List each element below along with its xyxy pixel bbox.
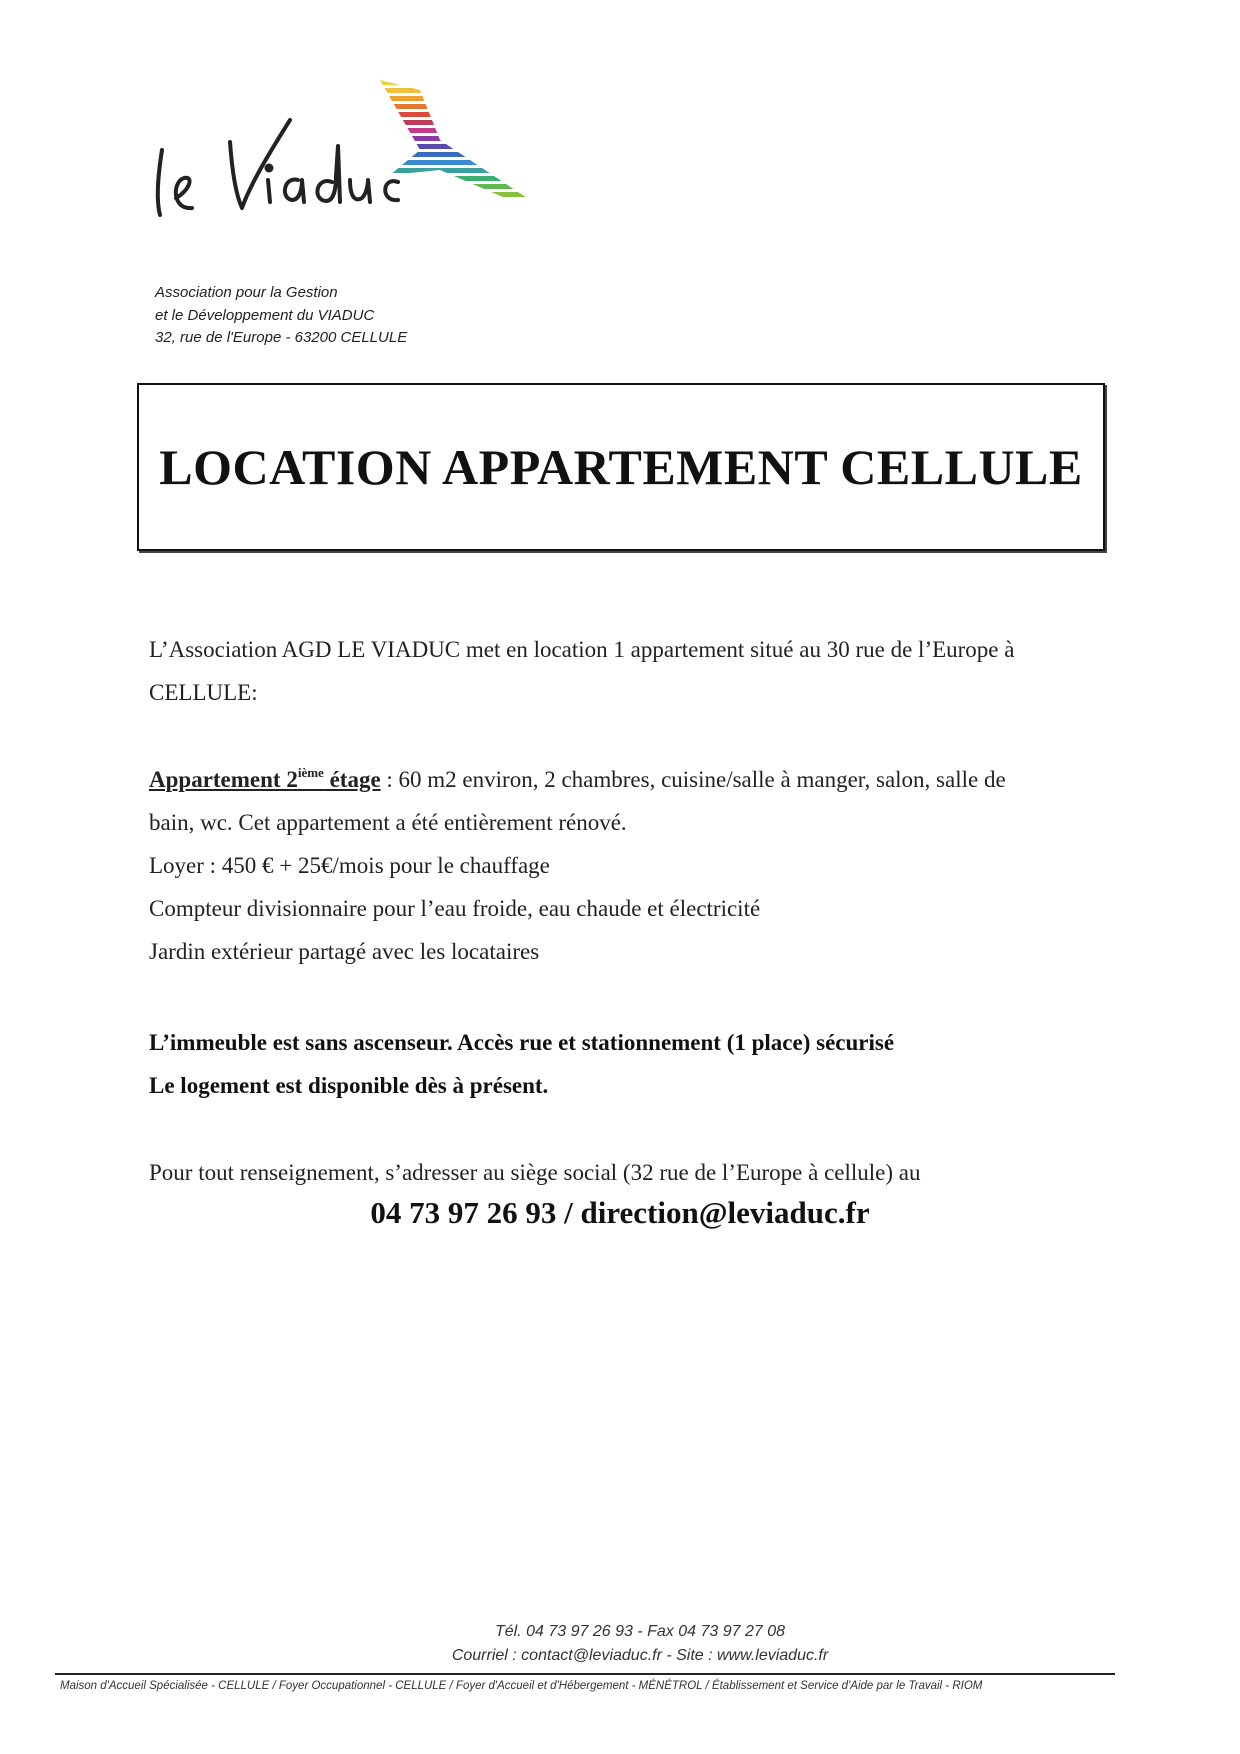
association-line-3: 32, rue de l'Europe - 63200 CELLULE bbox=[155, 329, 408, 346]
apartment-line-2: bain, wc. Cet appartement a été entièrement rénové. bbox=[149, 810, 627, 835]
contact-details: 04 73 97 26 93 / direction@leviaduc.fr bbox=[370, 1195, 870, 1230]
apartment-heading-main: Appartement 2 bbox=[149, 767, 298, 792]
association-line-2: et le Développement du VIADUC bbox=[155, 306, 375, 324]
garden-line: Jardin extérieur partagé avec les locataires bbox=[149, 939, 540, 964]
contact-intro-line: Pour tout renseignement, s’adresser au siège social (32 rue de l’Europe à cellule) au bbox=[149, 1160, 921, 1185]
rent-line: Loyer : 450 € + 25€/mois pour le chauffage bbox=[149, 853, 550, 878]
apartment-heading-end: étage bbox=[323, 767, 381, 792]
contact-intro bbox=[149, 1151, 1109, 1194]
intro-line-2: CELLULE: bbox=[149, 680, 258, 705]
footer-services: Maison d'Accueil Spécialisée - CELLULE / Foyer Occupationnel - CELLULE / Foyer d'Accueil et d'Hébergement - MÉNÉTROL / Établissement et Service d'Aide par le Travail - RIOM bbox=[60, 1680, 983, 1692]
footer-email-site: Courriel : contact@leviaduc.fr - Site : www.leviaduc.fr bbox=[451, 1647, 829, 1664]
intro-paragraph bbox=[149, 628, 1109, 714]
footer-phone-fax: Tél. 04 73 97 26 93 - Fax 04 73 97 27 08 bbox=[495, 1623, 785, 1640]
apartment-heading-sup: ième bbox=[297, 765, 324, 780]
footer-contact bbox=[0, 1620, 1240, 1668]
logo-bird-icon bbox=[380, 80, 540, 230]
apartment-description bbox=[149, 758, 1109, 973]
page-title: LOCATION APPARTEMENT CELLULE bbox=[159, 439, 1083, 495]
notes-line-1: L’immeuble est sans ascenseur. Accès rue et stationnement (1 place) sécurisé bbox=[149, 1030, 895, 1055]
apartment-line-1 bbox=[149, 758, 1109, 801]
association-address bbox=[155, 282, 407, 350]
association-line-1: Association pour la Gestion bbox=[155, 284, 338, 301]
apartment-line-1-rest: : 60 m2 environ, 2 chambres, cuisine/salle à manger, salon, salle de bbox=[380, 767, 1006, 792]
building-notes bbox=[149, 1021, 1109, 1107]
meter-line: Compteur divisionnaire pour l’eau froide, eau chaude et électricité bbox=[149, 896, 761, 921]
apartment-heading bbox=[149, 767, 381, 792]
title-box bbox=[137, 383, 1105, 551]
intro-line-1: L’Association AGD LE VIADUC met en location 1 appartement situé au 30 rue de l’Europe à bbox=[149, 637, 1015, 662]
footer-divider bbox=[55, 1673, 1115, 1675]
notes-line-2: Le logement est disponible dès à présent. bbox=[149, 1073, 549, 1098]
